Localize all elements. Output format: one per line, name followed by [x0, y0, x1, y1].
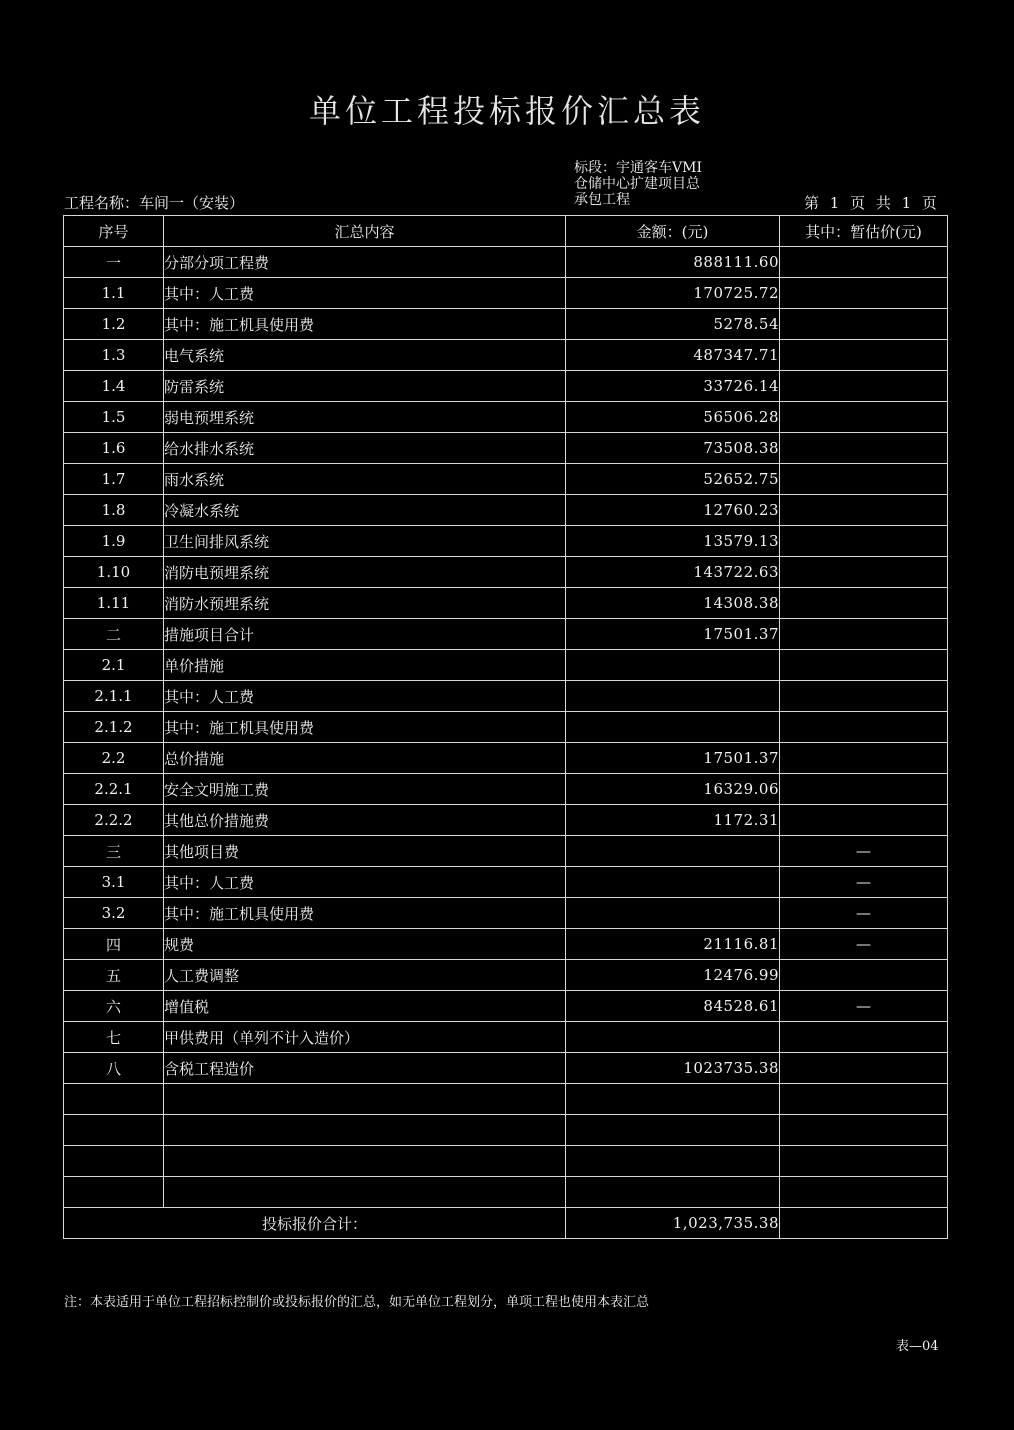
- row-estimate: [780, 805, 948, 836]
- row-estimate: [780, 681, 948, 712]
- row-estimate: [780, 1146, 948, 1177]
- row-estimate: [780, 1115, 948, 1146]
- row-content: 单价措施: [164, 650, 566, 681]
- table-row: [64, 743, 948, 774]
- row-content: 规费: [164, 929, 566, 960]
- row-no: 2.2.2: [64, 805, 164, 836]
- row-content: 增值税: [164, 991, 566, 1022]
- table-header-row: [64, 216, 948, 247]
- table-body: [64, 247, 948, 1208]
- row-amount: 17501.37: [566, 743, 780, 774]
- row-content: 冷凝水系统: [164, 495, 566, 526]
- row-amount: [566, 650, 780, 681]
- row-no: 1.11: [64, 588, 164, 619]
- row-amount: 1023735.38: [566, 1053, 780, 1084]
- row-no: 2.1: [64, 650, 164, 681]
- table-row: [64, 1115, 948, 1146]
- table-row: [64, 1084, 948, 1115]
- row-amount: 888111.60: [566, 247, 780, 278]
- table-row: [64, 867, 948, 898]
- row-estimate: [780, 557, 948, 588]
- row-no: 1.2: [64, 309, 164, 340]
- total-amount: 1,023,735.38: [566, 1208, 780, 1239]
- project-name: 工程名称：车间一（安装）: [64, 194, 245, 212]
- row-estimate: —: [780, 898, 948, 929]
- table-row: [64, 371, 948, 402]
- page-title: 单位工程投标报价汇总表: [308, 92, 705, 130]
- row-no: 八: [64, 1053, 164, 1084]
- row-content: 安全文明施工费: [164, 774, 566, 805]
- table-row: [64, 1177, 948, 1208]
- row-no: 一: [64, 247, 164, 278]
- row-content: 其他项目费: [164, 836, 566, 867]
- table-row: [64, 309, 948, 340]
- row-estimate: [780, 402, 948, 433]
- row-estimate: [780, 712, 948, 743]
- row-no: [64, 1146, 164, 1177]
- row-content: [164, 1084, 566, 1115]
- row-no: [64, 1177, 164, 1208]
- row-amount: 1172.31: [566, 805, 780, 836]
- row-no: 1.9: [64, 526, 164, 557]
- row-amount: 143722.63: [566, 557, 780, 588]
- header-estimate: 其中：暂估价(元): [780, 216, 948, 247]
- row-content: 其中：人工费: [164, 681, 566, 712]
- row-amount: 5278.54: [566, 309, 780, 340]
- row-estimate: [780, 433, 948, 464]
- row-amount: 73508.38: [566, 433, 780, 464]
- table-row: [64, 836, 948, 867]
- row-amount: [566, 1146, 780, 1177]
- row-no: 三: [64, 836, 164, 867]
- row-estimate: [780, 1084, 948, 1115]
- table-row: [64, 588, 948, 619]
- row-content: 其他总价措施费: [164, 805, 566, 836]
- row-content: 甲供费用（单列不计入造价）: [164, 1022, 566, 1053]
- row-estimate: [780, 588, 948, 619]
- row-amount: 84528.61: [566, 991, 780, 1022]
- table-row: [64, 247, 948, 278]
- row-estimate: [780, 743, 948, 774]
- row-amount: 21116.81: [566, 929, 780, 960]
- row-no: 1.1: [64, 278, 164, 309]
- row-amount: 487347.71: [566, 340, 780, 371]
- table-row: [64, 619, 948, 650]
- row-estimate: [780, 619, 948, 650]
- row-estimate: [780, 495, 948, 526]
- row-estimate: —: [780, 929, 948, 960]
- row-amount: 170725.72: [566, 278, 780, 309]
- table-row: [64, 278, 948, 309]
- row-estimate: [780, 960, 948, 991]
- table-row: [64, 681, 948, 712]
- row-amount: 13579.13: [566, 526, 780, 557]
- row-no: 2.2.1: [64, 774, 164, 805]
- row-no: 3.1: [64, 867, 164, 898]
- row-content: 措施项目合计: [164, 619, 566, 650]
- row-no: 1.8: [64, 495, 164, 526]
- table-row: [64, 433, 948, 464]
- row-estimate: —: [780, 991, 948, 1022]
- row-amount: 12760.23: [566, 495, 780, 526]
- table-row: [64, 1146, 948, 1177]
- row-estimate: [780, 650, 948, 681]
- header-content: 汇总内容: [164, 216, 566, 247]
- table-row: [64, 650, 948, 681]
- row-no: 2.1.2: [64, 712, 164, 743]
- row-no: 1.10: [64, 557, 164, 588]
- row-content: 分部分项工程费: [164, 247, 566, 278]
- row-estimate: [780, 1177, 948, 1208]
- row-content: 卫生间排风系统: [164, 526, 566, 557]
- table-row: [64, 929, 948, 960]
- row-content: 消防电预埋系统: [164, 557, 566, 588]
- table-row: [64, 898, 948, 929]
- row-content: 含税工程造价: [164, 1053, 566, 1084]
- row-no: 2.2: [64, 743, 164, 774]
- row-content: [164, 1177, 566, 1208]
- row-amount: 56506.28: [566, 402, 780, 433]
- row-amount: [566, 681, 780, 712]
- row-no: 1.3: [64, 340, 164, 371]
- row-no: 四: [64, 929, 164, 960]
- row-content: 给水排水系统: [164, 433, 566, 464]
- row-amount: 17501.37: [566, 619, 780, 650]
- row-estimate: [780, 464, 948, 495]
- table-row: [64, 557, 948, 588]
- row-amount: [566, 1177, 780, 1208]
- section-line: 仓储中心扩建项目总: [574, 176, 700, 192]
- row-amount: [566, 867, 780, 898]
- row-amount: [566, 1022, 780, 1053]
- row-amount: 12476.99: [566, 960, 780, 991]
- table-row: [64, 960, 948, 991]
- row-no: 二: [64, 619, 164, 650]
- row-estimate: [780, 247, 948, 278]
- row-amount: [566, 712, 780, 743]
- row-content: 雨水系统: [164, 464, 566, 495]
- summary-table: [63, 215, 948, 1239]
- row-estimate: [780, 774, 948, 805]
- row-estimate: [780, 340, 948, 371]
- row-content: [164, 1146, 566, 1177]
- row-no: [64, 1084, 164, 1115]
- row-no: 1.5: [64, 402, 164, 433]
- row-content: 弱电预埋系统: [164, 402, 566, 433]
- table-row: [64, 712, 948, 743]
- row-content: 其中：人工费: [164, 867, 566, 898]
- row-content: 消防水预埋系统: [164, 588, 566, 619]
- row-no: 1.6: [64, 433, 164, 464]
- row-amount: 52652.75: [566, 464, 780, 495]
- row-amount: 33726.14: [566, 371, 780, 402]
- row-estimate: [780, 309, 948, 340]
- table-row: [64, 340, 948, 371]
- table-row: [64, 402, 948, 433]
- row-estimate: [780, 371, 948, 402]
- row-content: 电气系统: [164, 340, 566, 371]
- row-no: 1.4: [64, 371, 164, 402]
- row-amount: 16329.06: [566, 774, 780, 805]
- table-row: [64, 495, 948, 526]
- total-label: 投标报价合计：: [64, 1208, 566, 1239]
- table-row: [64, 526, 948, 557]
- row-content: 其中：施工机具使用费: [164, 309, 566, 340]
- row-estimate: —: [780, 867, 948, 898]
- row-amount: [566, 898, 780, 929]
- form-number: 表—04: [896, 1339, 939, 1354]
- row-estimate: [780, 278, 948, 309]
- row-no: 3.2: [64, 898, 164, 929]
- table-row: [64, 991, 948, 1022]
- row-content: 总价措施: [164, 743, 566, 774]
- total-row: [64, 1208, 948, 1239]
- row-content: [164, 1115, 566, 1146]
- row-no: 2.1.1: [64, 681, 164, 712]
- header-amount: 金额：(元): [566, 216, 780, 247]
- total-estimate: [780, 1208, 948, 1239]
- row-amount: [566, 836, 780, 867]
- row-no: 1.7: [64, 464, 164, 495]
- row-no: 六: [64, 991, 164, 1022]
- row-content: 其中：人工费: [164, 278, 566, 309]
- row-content: 防雷系统: [164, 371, 566, 402]
- row-estimate: [780, 526, 948, 557]
- row-amount: [566, 1115, 780, 1146]
- row-estimate: [780, 1022, 948, 1053]
- row-no: 五: [64, 960, 164, 991]
- row-content: 其中：施工机具使用费: [164, 898, 566, 929]
- table-row: [64, 1022, 948, 1053]
- table-row: [64, 805, 948, 836]
- row-estimate: [780, 1053, 948, 1084]
- row-no: 七: [64, 1022, 164, 1053]
- row-content: 人工费调整: [164, 960, 566, 991]
- section-info: [574, 160, 774, 208]
- page-info: 第 1 页 共 1 页: [804, 194, 937, 212]
- row-amount: 14308.38: [566, 588, 780, 619]
- row-content: 其中：施工机具使用费: [164, 712, 566, 743]
- row-estimate: —: [780, 836, 948, 867]
- table-row: [64, 464, 948, 495]
- header-no: 序号: [64, 216, 164, 247]
- footnote: 注：本表适用于单位工程招标控制价或投标报价的汇总，如无单位工程划分，单项工程也使用本表汇总: [64, 1295, 650, 1310]
- table-row: [64, 1053, 948, 1084]
- section-line: 标段：宇通客车VMI: [574, 160, 702, 176]
- row-no: [64, 1115, 164, 1146]
- table-row: [64, 774, 948, 805]
- section-line: 承包工程: [574, 192, 630, 208]
- row-amount: [566, 1084, 780, 1115]
